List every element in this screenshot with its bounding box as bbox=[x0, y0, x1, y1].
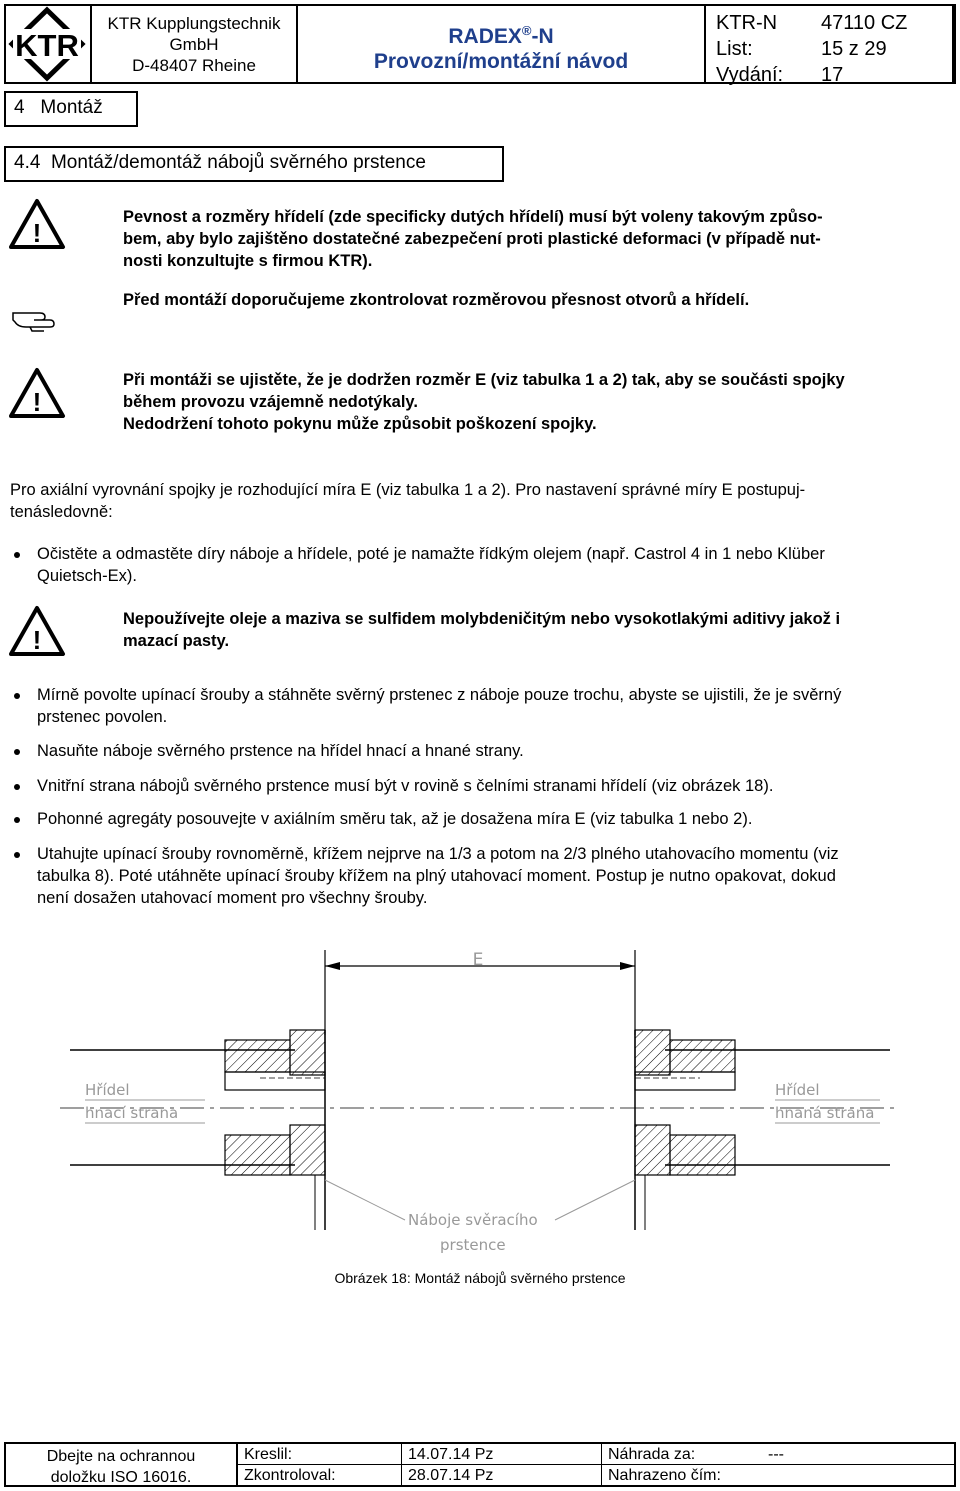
doc-number: 47110 CZ bbox=[821, 12, 908, 34]
hub-label: Náboje svěracího bbox=[408, 1211, 538, 1229]
list-item: Pohonné agregáty posouvejte v axiálním směru tak, až je dosažena míra E (viz tabulka 1 nebo 2). bbox=[10, 808, 954, 830]
document-meta bbox=[706, 6, 954, 86]
document-footer bbox=[4, 1442, 956, 1487]
registered-mark: ® bbox=[521, 23, 532, 38]
bullet-icon bbox=[14, 749, 20, 755]
warning-lubricants: Nepoužívejte oleje a maziva se sulfidem molybdeničitým nebo vysokotlakými aditivy jakož i mazací pasty. bbox=[123, 610, 841, 650]
list-item: Očistěte a odmastěte díry náboje a hřídele, poté je namažte řídkým olejem (např. Castrol 4 in 1 nebo Klüber Quietsch-Ex). bbox=[10, 543, 954, 587]
section-heading bbox=[4, 91, 138, 127]
section-number: 4 bbox=[14, 97, 25, 118]
warning-triangle-icon bbox=[8, 197, 66, 251]
svg-text:!: ! bbox=[32, 625, 42, 655]
list-item: Vnitřní strana nábojů svěrného prstence musí být v rovině s čelními stranami hřídelí (viz obrázek 18). bbox=[10, 775, 954, 797]
doc-label: KTR-N bbox=[716, 12, 778, 34]
bullet-icon bbox=[14, 817, 20, 823]
bullet-icon bbox=[14, 784, 20, 790]
pointing-hand-icon bbox=[10, 303, 58, 333]
figure-caption: Obrázek 18: Montáž nábojů svěrného prstence bbox=[334, 1270, 626, 1286]
list-item: Utahujte upínací šrouby rovnoměrně, křížem nejprve na 1/3 a potom na 2/3 plného utahovacího momentu (viz tabulka 8). Poté utáhněte upínací šrouby křížem na plný utahovací moment. Postup je nutno opakovat, dokud není dosažen utahovací moment pro všechny šrouby. bbox=[10, 843, 954, 909]
document-subtitle: Provozní/montážní návod bbox=[373, 50, 629, 73]
ktr-logo-icon bbox=[6, 6, 88, 82]
warning-shaft-strength: Pevnost a rozměry hřídelí (zde specificky dutých hřídelí) musí být voleny takovým způso- bem, aby bylo zajištěno dostatečné zabezpečení proti plastické deformaci (v případě nut- nosti konzultujte s firmou KTR). bbox=[123, 208, 823, 270]
logo-text: KTR bbox=[15, 28, 79, 63]
product-name: RADEX bbox=[448, 25, 522, 48]
warning-dimension-e: Při montáži se ujistěte, že je dodržen rozměr E (viz tabulka 1 a 2) tak, aby se součásti spojky během provozu vzájemně nedotýkaly. Nedodržení tohoto pokynu může způsobit poškození spojky. bbox=[123, 371, 845, 433]
footer-values-2: --- bbox=[768, 1446, 784, 1463]
hub-sublabel: prstence bbox=[440, 1236, 506, 1254]
sheet-label: List: bbox=[716, 38, 753, 60]
issue-label: Vydání: bbox=[716, 64, 784, 86]
document-header bbox=[4, 4, 956, 84]
warning-triangle-icon bbox=[8, 604, 66, 658]
list-item: Nasuňte náboje svěrného prstence na hřídel hnací a hnané strany. bbox=[10, 740, 954, 762]
company-name: KTR Kupplungstechnik bbox=[107, 14, 281, 33]
right-shaft-sublabel: hnaná strana bbox=[775, 1104, 875, 1122]
sheet-number: 15 z 29 bbox=[821, 38, 887, 60]
section-title: Montáž bbox=[40, 97, 103, 118]
intro-paragraph: Pro axiální vyrovnání spojky je rozhodující míra E (viz tabulka 1 a 2). Pro nastavení správné míry E postupuj- tenásledovně: bbox=[10, 481, 806, 521]
subsection-heading bbox=[4, 146, 504, 182]
company-address: D-48407 Rheine bbox=[132, 56, 256, 75]
footer-values-1: 14.07.14 Pz 28.07.14 Pz bbox=[402, 1444, 602, 1485]
document-title bbox=[298, 6, 706, 82]
clamping-ring-hub-drawing bbox=[60, 930, 900, 1260]
bullet-icon bbox=[14, 693, 20, 699]
subsection-number: 4.4 bbox=[14, 152, 41, 173]
svg-text:!: ! bbox=[32, 387, 42, 417]
bullet-icon bbox=[14, 552, 20, 558]
warning-triangle-icon bbox=[8, 366, 66, 420]
bullet-icon bbox=[14, 852, 20, 858]
ktr-logo bbox=[6, 6, 92, 82]
list-item: Mírně povolte upínací šrouby a stáhněte svěrný prstenec z náboje pouze trochu, abyste se ujistili, že je svěrný prstenec povolen. bbox=[10, 684, 954, 728]
footer-labels-2: Náhrada za: Nahrazeno čím: bbox=[608, 1446, 721, 1484]
svg-text:!: ! bbox=[32, 218, 42, 248]
left-shaft-sublabel: hnací strana bbox=[85, 1104, 179, 1122]
footer-labels-1: Kreslil: Zkontroloval: bbox=[238, 1444, 402, 1485]
left-shaft-label: Hřídel bbox=[85, 1081, 130, 1099]
note-check-dimensions: Před montáží doporučujeme zkontrolovat rozměrovou přesnost otvorů a hřídelí. bbox=[123, 291, 750, 309]
company-form: GmbH bbox=[169, 35, 219, 54]
company-block bbox=[92, 6, 298, 82]
product-suffix: -N bbox=[531, 25, 554, 48]
dimension-e-label: E bbox=[472, 950, 484, 970]
copyright-notice: Dbejte na ochrannou doložku ISO 16016. bbox=[6, 1444, 238, 1485]
issue-number: 17 bbox=[821, 64, 844, 86]
subsection-title: Montáž/demontáž nábojů svěrného prstence bbox=[50, 152, 426, 173]
right-shaft-label: Hřídel bbox=[775, 1081, 820, 1099]
